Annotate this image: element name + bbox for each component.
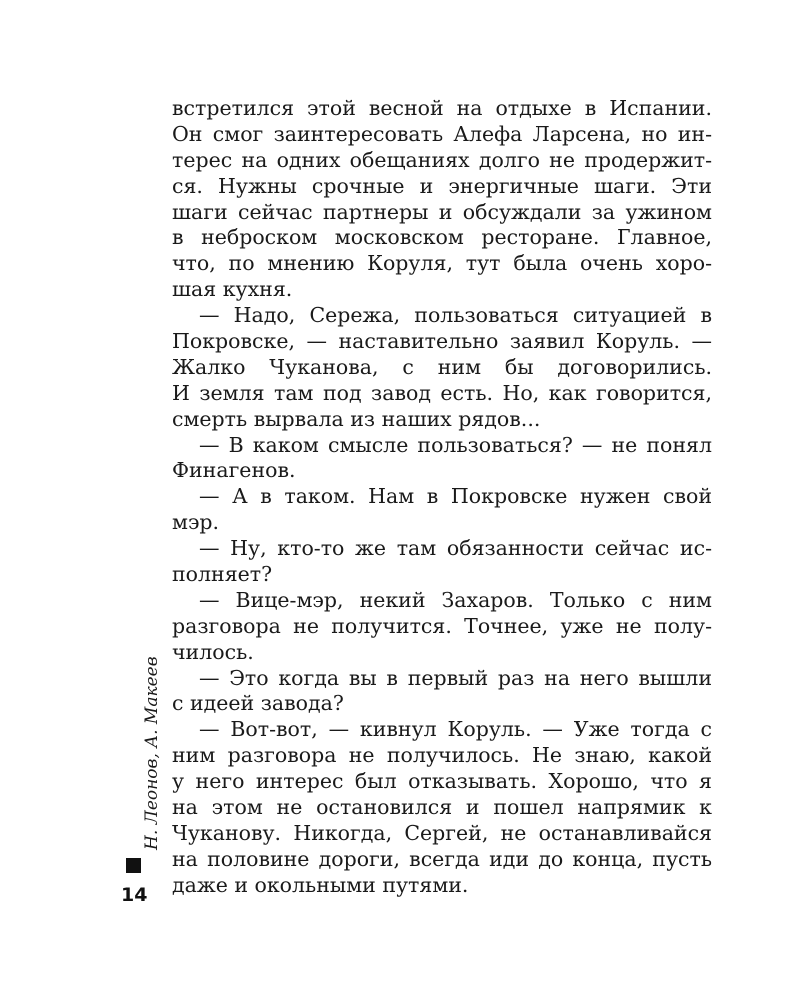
text-line: — А в таком. Нам в Покровске нужен свой — [199, 484, 712, 509]
text-line: встретился этой весной на отдыхе в Испании. — [172, 96, 712, 120]
text-line: шая кухня. — [172, 277, 293, 302]
text-line: терес на одних обещаниях долго не продержит- — [172, 147, 712, 172]
text-line: — В каком смысле пользоваться? — не понял — [199, 432, 712, 457]
text-line: на этом не остановился и пошел напрямик к — [172, 795, 712, 820]
text-line: в неброском московском ресторане. Главное, — [172, 225, 712, 250]
text-line: Он смог заинтересовать Алефа Ларсена, но ин- — [172, 121, 712, 146]
text-line: — Надо, Сережа, пользоваться ситуацией в — [199, 303, 712, 328]
text-line: ся. Нужны срочные и энергичные шаги. Эти — [172, 173, 712, 198]
text-line: что, по мнению Коруля, тут была очень хоро- — [172, 251, 712, 276]
running-head: Н. Леонов, А. Макеев — [142, 656, 162, 850]
text-line: — Вице-мэр, некий Захаров. Только с ним — [199, 587, 712, 612]
text-line: И земля там под завод есть. Но, как говорится, — [172, 380, 712, 405]
text-line: шаги сейчас партнеры и обсуждали за ужином — [172, 199, 712, 224]
text-line: — Это когда вы в первый раз на него вышли — [199, 665, 712, 690]
text-line: Финагенов. — [172, 458, 296, 483]
page-marker-square — [126, 858, 141, 873]
text-line: Чуканову. Никогда, Сергей, не останавливайся — [172, 820, 712, 845]
text-line: разговора не получится. Точнее, уже не полу- — [172, 613, 712, 638]
text-line: — Ну, кто-то же там обязанности сейчас ис- — [199, 536, 712, 561]
text-line: с идеей завода? — [172, 691, 344, 716]
text-line: чилось. — [172, 639, 254, 664]
page-number: 14 — [121, 884, 148, 906]
text-line: — Вот-вот, — кивнул Коруль. — Уже тогда с — [199, 717, 712, 742]
text-line: Жалко Чуканова, с ним бы договорились. — [172, 354, 712, 379]
text-line: мэр. — [172, 510, 220, 535]
text-line: на половине дороги, всегда иди до конца, пусть — [172, 846, 712, 871]
text-line: Покровске, — наставительно заявил Коруль. — — [172, 329, 712, 354]
text-line: полняет? — [172, 562, 273, 587]
body-text — [172, 96, 712, 899]
text-line: у него интерес был отказывать. Хорошо, что я — [172, 769, 712, 794]
text-line: даже и окольными путями. — [172, 872, 469, 897]
text-line: ним разговора не получилось. Не знаю, какой — [172, 743, 712, 768]
text-line: смерть вырвала из наших рядов... — [172, 406, 541, 431]
